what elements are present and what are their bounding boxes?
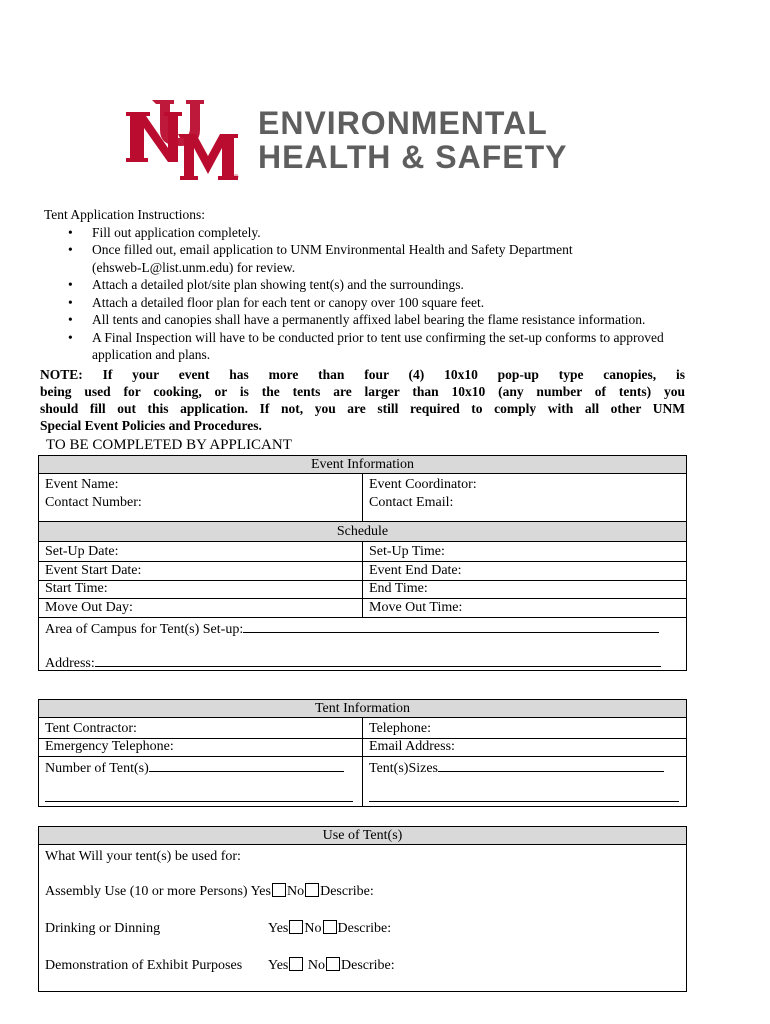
event-info-header: Event Information <box>39 456 686 474</box>
use-row-demonstration: Demonstration of Exhibit Purposes Yes No Describe: <box>45 958 395 973</box>
divider <box>362 718 363 806</box>
use-question: What Will your tent(s) be used for: <box>45 849 241 864</box>
event-coordinator-field[interactable]: Event Coordinator: <box>369 477 477 492</box>
note-paragraph <box>40 366 685 434</box>
list-item-continued: (ehsweb-L@list.unm.edu) for review. <box>92 259 296 275</box>
contact-email-field[interactable]: Contact Email: <box>369 495 454 510</box>
logo-text-line2: HEALTH & SAFETY <box>258 139 568 175</box>
move-out-time-field[interactable]: Move Out Time: <box>369 600 463 615</box>
note-line: being used for cooking, or is the tents are larger than 10x10 (any number of tents) you <box>40 384 685 399</box>
tent-info-section <box>38 699 687 807</box>
yes-checkbox[interactable] <box>289 920 303 934</box>
tent-info-header: Tent Information <box>39 700 686 718</box>
use-row-label: Drinking or Dinning <box>45 921 161 936</box>
no-checkbox[interactable] <box>305 883 319 897</box>
list-item: • A Final Inspection will have to be conducted prior to tent use confirming the set-up conforms to approved <box>68 329 664 345</box>
no-checkbox[interactable] <box>326 957 340 971</box>
note-line: should fill out this application. If not, you are still required to comply with all other UNM <box>40 401 685 416</box>
divider <box>39 598 686 599</box>
event-info-section <box>38 455 687 671</box>
unm-logo <box>122 100 240 180</box>
note-line: NOTE: If your event has more than four (4) 10x10 pop-up type canopies, is <box>40 367 685 382</box>
unm-logo-icon <box>122 100 240 180</box>
svg-text:®: ® <box>234 175 239 180</box>
yes-checkbox[interactable] <box>272 883 286 897</box>
note-line: Special Event Policies and Procedures. <box>40 418 262 433</box>
list-item: • Once filled out, email application to UNM Environmental Health and Safety Department <box>68 242 573 257</box>
tent-sizes-field[interactable]: Tent(s)Sizes <box>369 757 664 778</box>
use-row-drinking: Drinking or Dinning Yes No Describe: <box>45 921 392 936</box>
list-item: • All tents and canopies shall have a permanently affixed label bearing the flame resistance information. <box>68 312 646 327</box>
use-row-assembly: Assembly Use (10 or more Persons) Yes No Describe: <box>45 884 374 899</box>
instructions-title: Tent Application Instructions: <box>44 207 206 222</box>
event-start-date-field[interactable]: Event Start Date: <box>45 563 142 578</box>
schedule-header: Schedule <box>39 522 686 542</box>
list-item: • Fill out application completely. <box>68 224 261 240</box>
blank-line[interactable] <box>369 801 679 802</box>
logo-text-line1: ENVIRONMENTAL <box>258 105 548 141</box>
applicant-heading: TO BE COMPLETED BY APPLICANT <box>46 437 292 453</box>
list-item: • Attach a detailed plot/site plan showing tent(s) and the surroundings. <box>68 277 464 292</box>
setup-time-field[interactable]: Set-Up Time: <box>369 544 445 559</box>
instructions <box>44 206 694 364</box>
start-time-field[interactable]: Start Time: <box>45 581 108 596</box>
use-of-tents-section <box>38 826 687 992</box>
end-time-field[interactable]: End Time: <box>369 581 428 596</box>
instructions-list <box>44 224 694 364</box>
area-of-campus-field[interactable]: Area of Campus for Tent(s) Set-up: <box>45 618 659 639</box>
use-row-label: Demonstration of Exhibit Purposes <box>45 958 243 973</box>
event-end-date-field[interactable]: Event End Date: <box>369 563 462 578</box>
emergency-telephone-field[interactable]: Emergency Telephone: <box>45 739 174 754</box>
move-out-day-field[interactable]: Move Out Day: <box>45 600 133 615</box>
list-item-continued: application and plans. <box>92 347 211 362</box>
telephone-field[interactable]: Telephone: <box>369 721 431 736</box>
divider <box>39 580 686 581</box>
use-row-label: Assembly Use (10 or more Persons) <box>45 884 248 899</box>
contact-number-field[interactable]: Contact Number: <box>45 495 142 510</box>
tent-contractor-field[interactable]: Tent Contractor: <box>45 721 137 736</box>
address-field[interactable]: Address: <box>45 652 661 673</box>
email-address-field[interactable]: Email Address: <box>369 739 455 754</box>
divider <box>362 474 363 522</box>
yes-checkbox[interactable] <box>289 957 303 971</box>
setup-date-field[interactable]: Set-Up Date: <box>45 544 119 559</box>
blank-line[interactable] <box>45 801 353 802</box>
list-item: • Attach a detailed floor plan for each tent or canopy over 100 square feet. <box>68 294 485 310</box>
event-name-field[interactable]: Event Name: <box>45 477 119 492</box>
use-of-tents-header: Use of Tent(s) <box>39 827 686 845</box>
number-of-tents-field[interactable]: Number of Tent(s) <box>45 757 344 778</box>
no-checkbox[interactable] <box>323 920 337 934</box>
